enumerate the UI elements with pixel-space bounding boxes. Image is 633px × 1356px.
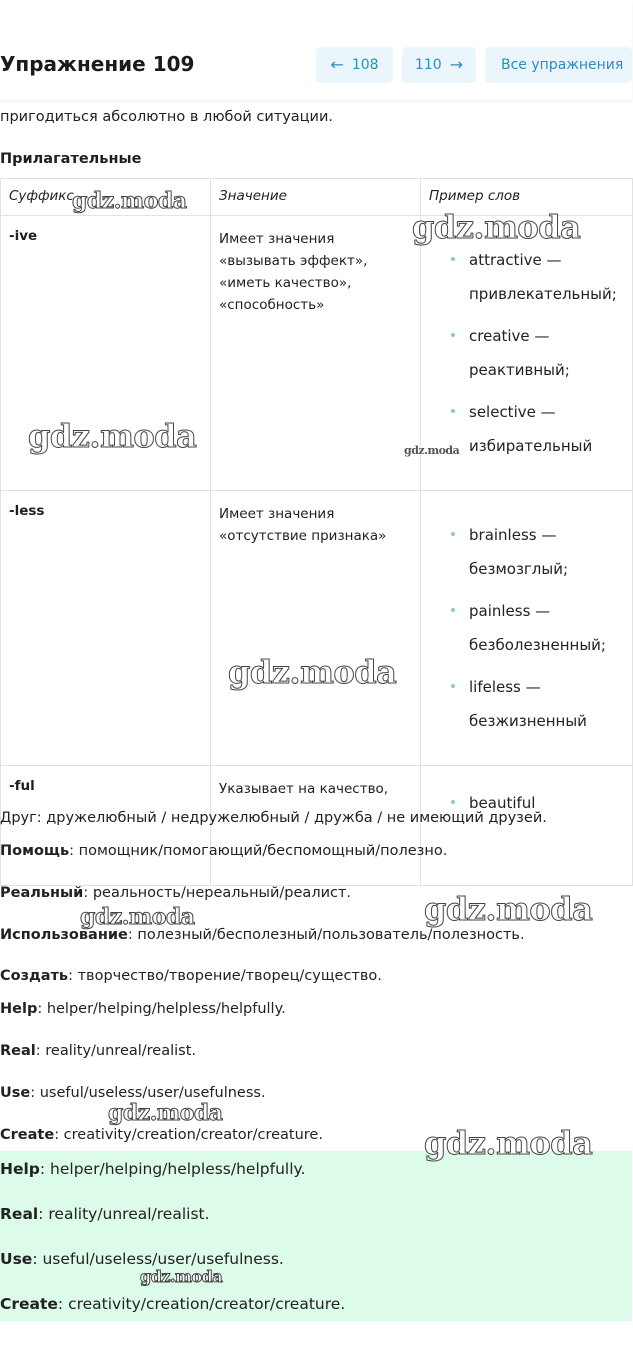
all-exercises-button[interactable]: Все упражнения [485, 47, 632, 83]
text-line: Создать: творчество/творение/творец/существо. [0, 968, 382, 984]
example-item: creative — реактивный; [469, 319, 624, 387]
next-exercise-button[interactable] [402, 47, 476, 83]
suffix-cell: -ful [1, 766, 211, 886]
prev-exercise-label: 108 [351, 57, 379, 73]
example-item: painless — безболезненный; [469, 594, 624, 662]
arrow-left-icon: ← [330, 55, 344, 74]
table-row [1, 491, 633, 766]
suffix-cell: -less [1, 491, 211, 766]
table-header-row [1, 179, 633, 216]
column-header: Пример слов [421, 179, 633, 216]
example-item: beautiful [469, 786, 624, 820]
table-row [1, 216, 633, 491]
watermark: gdz.moda [80, 904, 195, 930]
watermark: gdz.moda [72, 188, 187, 214]
suffix-table-container[interactable] [0, 178, 632, 812]
watermark: gdz.moda [228, 653, 397, 691]
watermark: gdz.moda [404, 444, 460, 457]
meaning-cell: Имеет значения «отсутствие признака» [211, 491, 421, 766]
prev-exercise-button[interactable] [316, 47, 393, 83]
answer-block [0, 1151, 632, 1321]
watermark: gdz.moda [28, 417, 197, 455]
watermark: gdz.moda [108, 1100, 223, 1126]
text-line: Use: useful/useless/user/usefulness. [0, 1085, 266, 1101]
answer-line: Create: creativity/creation/creator/creature. [0, 1295, 346, 1313]
answer-line: Real: reality/unreal/realist. [0, 1205, 210, 1223]
meaning-cell: Имеет значения «вызывать эффект», «иметь качество», «способность» [211, 216, 421, 491]
example-item: brainless — безмозглый; [469, 518, 624, 586]
text-line: Помощь: помощник/помогающий/беспомощный/полезно. [0, 843, 448, 859]
meaning-cell: Указывает на качество, [211, 766, 421, 886]
suffix-table [0, 178, 633, 886]
page-header [0, 0, 632, 100]
intro-text: пригодиться абсолютно в любой ситуации. [0, 109, 334, 125]
next-exercise-label: 110 [414, 57, 442, 73]
examples-cell [421, 491, 633, 766]
watermark: gdz.moda [424, 1124, 593, 1162]
watermark: gdz.moda [140, 1267, 223, 1286]
text-line: Использование: полезный/бесполезный/пользователь/полезность. [0, 927, 525, 943]
section-title: Прилагательные [0, 151, 142, 167]
arrow-right-icon: → [449, 55, 464, 74]
answer-line: Use: useful/useless/user/usefulness. [0, 1250, 284, 1268]
suffix-cell: -ive [1, 216, 211, 491]
example-item: attractive — привлекательный; [469, 243, 624, 311]
answer-line: Help: helper/helping/helpless/helpfully. [0, 1160, 306, 1178]
example-item: selective — избирательный [469, 395, 624, 463]
column-header: Значение [211, 179, 421, 216]
text-line: Реальный: реальность/нереальный/реалист. [0, 885, 352, 901]
page-title: Упражнение 109 [0, 52, 195, 76]
watermark: gdz.moda [412, 208, 581, 246]
text-line: Друг: дружелюбный / недружелюбный / дружба / не имеющий друзей. [0, 810, 547, 826]
watermark: gdz.moda [424, 890, 593, 928]
examples-cell [421, 216, 633, 491]
column-header: Суффикс [1, 179, 211, 216]
text-line: Real: reality/unreal/realist. [0, 1043, 197, 1059]
example-item: lifeless — безжизненный [469, 670, 624, 738]
text-line: Help: helper/helping/helpless/helpfully. [0, 1001, 286, 1017]
text-line: Create: creativity/creation/creator/creature. [0, 1127, 323, 1143]
